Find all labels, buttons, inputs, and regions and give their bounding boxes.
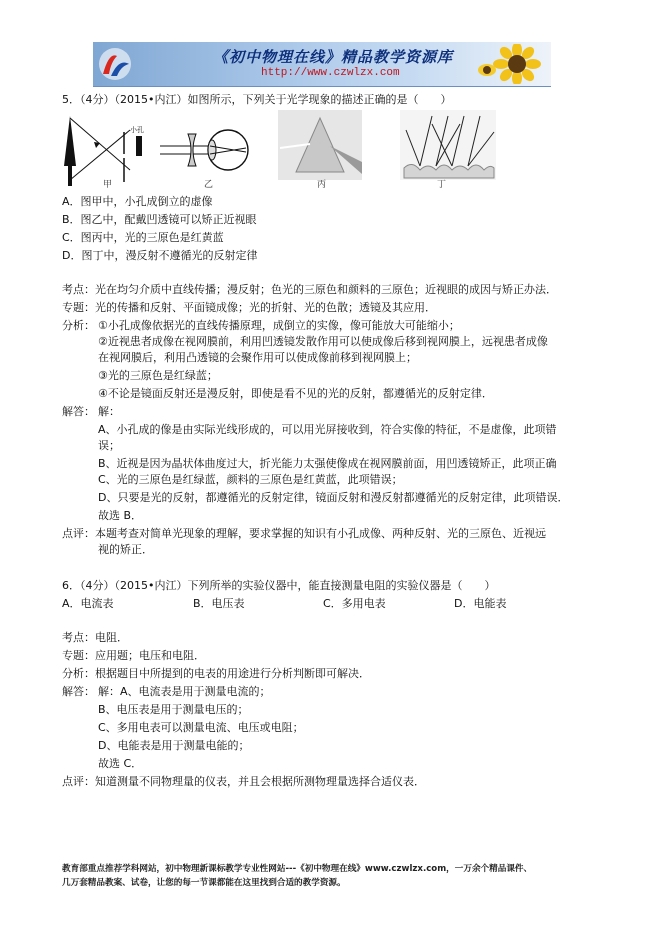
header-banner <box>93 42 551 87</box>
q5-fenxi-line: ③光的三原色是红绿蓝； <box>98 369 218 382</box>
site-logo-icon <box>97 46 133 82</box>
q5-fenxi-line: ①小孔成像依据光的直线传播原理，成倒立的实像，像可能放大可能缩小； <box>98 319 460 332</box>
q5-jieda-line: 故选 B． <box>98 509 143 522</box>
fig-label-yi: 乙 <box>204 180 214 190</box>
fig-label-bing: 丙 <box>317 180 327 190</box>
q6-dianping: 点评：知道测量不同物理量的仪表，并且会根据所测物理量选择合适仪表． <box>62 775 425 788</box>
footer-line: 几万套精品教案、试卷，让您的每一节课都能在这里找到合适的教学资源。 <box>62 878 346 888</box>
q6-jieda-line: C、多用电表可以测量电流、电压或电阻； <box>98 721 304 734</box>
q6-option-c: C．多用电表 <box>323 597 386 610</box>
q5-option-b: B．图乙中，配戴凹透镜可以矫正近视眼 <box>62 213 257 226</box>
q5-jieda-line: C、光的三原色是红绿蓝，颜料的三原色是红黄蓝，此项错误； <box>98 473 403 486</box>
q5-dianping: 点评：本题考查对简单光现象的理解，要求掌握的知识有小孔成像、两种反射、光的三原色、近视远 <box>62 527 546 540</box>
q5-jieda-line: A、小孔成的像是由实际光线形成的，可以用光屏接收到，符合实像的特征，不是虚像，此项错 <box>98 423 557 436</box>
q5-option-a: A．图甲中，小孔成倒立的虚像 <box>62 195 213 208</box>
q5-jieda-label: 解答： <box>62 405 95 418</box>
q5-jieda-line: D、只要是光的反射，都遵循光的反射定律，镜面反射和漫反射都遵循光的反射定律，此项错误． <box>98 491 569 504</box>
fig-ding-diffuse-reflection-diagram <box>400 110 496 180</box>
fig-yi-eye-lens-diagram <box>160 130 248 170</box>
q5-fenxi-line: ④不论是镜面反射还是漫反射，即使是看不见的光的反射，都遵循光的反射定律． <box>98 387 493 400</box>
q5-stem: 5．（4分）（2015•内江）如图所示，下列关于光学现象的描述正确的是（ ） <box>62 93 452 106</box>
fig-label-ding: 丁 <box>437 180 447 190</box>
fig-bing-prism-diagram <box>278 110 362 180</box>
q6-jieda-line: 解：A、电流表是用于测量电流的； <box>98 685 271 698</box>
q5-figures <box>60 110 500 192</box>
q5-dianping-cont: 视的矫正． <box>98 543 153 556</box>
q5-option-c: C．图丙中，光的三原色是红黄蓝 <box>62 231 224 244</box>
fig-small-text: 小孔 <box>130 126 144 134</box>
q6-zhuanti: 专题：应用题；电压和电阻． <box>62 649 205 662</box>
fig-label-jia: 甲 <box>103 180 113 190</box>
q5-jieda-line: 解： <box>98 405 120 418</box>
sunflower-icon <box>475 44 545 84</box>
q5-jieda-line: B、近视是因为晶状体曲度过大，折光能力太强使像成在视网膜前面，用凹透镜矫正，此项正确 <box>98 457 557 470</box>
q6-jieda-label: 解答： <box>62 685 95 698</box>
q6-option-d: D．电能表 <box>454 597 507 610</box>
q6-fenxi: 分析：根据题目中所提到的电表的用途进行分析判断即可解决． <box>62 667 370 680</box>
q5-jieda-line: 误； <box>98 439 120 452</box>
q5-zhuanti: 专题：光的传播和反射、平面镜成像；光的折射、光的色散；透镜及其应用． <box>62 301 436 314</box>
q5-fenxi-line: ②近视患者成像在视网膜前，利用凹透镜发散作用可以使成像后移到视网膜上，远视患者成像 <box>98 335 548 348</box>
q6-option-b: B．电压表 <box>193 597 245 610</box>
q5-fenxi-line: 在视网膜后，利用凸透镜的会聚作用可以使成像前移到视网膜上； <box>98 351 417 364</box>
q6-jieda-line: B、电压表是用于测量电压的； <box>98 703 249 716</box>
banner-url[interactable]: http://www.czwlzx.com <box>261 67 400 79</box>
q5-fenxi-label: 分析： <box>62 319 95 332</box>
q6-option-a: A．电流表 <box>62 597 114 610</box>
q5-kaodian: 考点：光在均匀介质中直线传播；漫反射；色光的三原色和颜料的三原色；近视眼的成因与矫正办法． <box>62 283 557 296</box>
page-footer <box>62 862 532 890</box>
q6-stem: 6．（4分）（2015•内江）下列所举的实验仪器中，能直接测量电阻的实验仪器是（ ） <box>62 579 496 592</box>
q5-option-d: D．图丁中，漫反射不遵循光的反射定律 <box>62 249 258 262</box>
banner-title: 《初中物理在线》精品教学资源库 <box>213 48 454 66</box>
footer-line: 教育部重点推荐学科网站，初中物理新课标教学专业性网站---《初中物理在线》www.czwlzx.com，一万余个精品课件、 <box>62 864 533 874</box>
q6-kaodian: 考点：电阻． <box>62 631 128 644</box>
q6-jieda-line: 故选 C． <box>98 757 143 770</box>
q6-jieda-line: D、电能表是用于测量电能的； <box>98 739 250 752</box>
